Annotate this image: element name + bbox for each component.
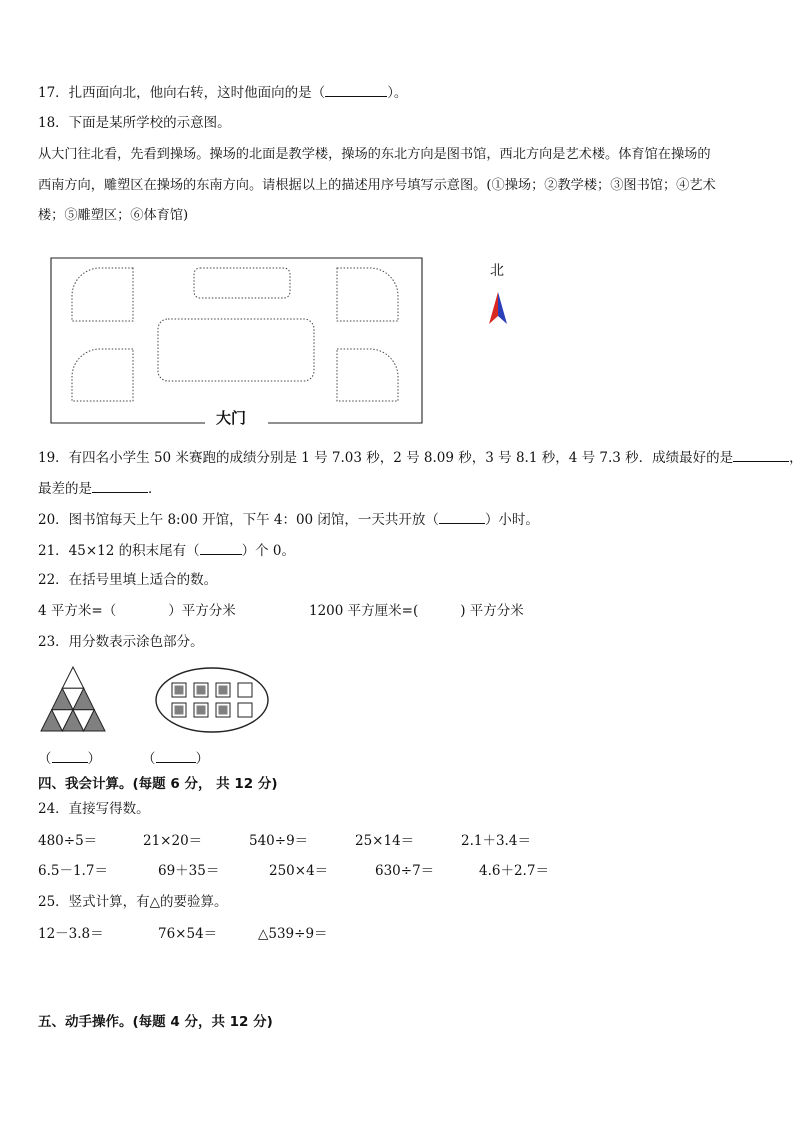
map-slot-top-center [194,268,290,298]
q23-answer-blank-2[interactable] [156,748,196,763]
q18-desc-line1: 从大门往北看，先看到操场。操场的北面是教学楼，操场的东北方向是图书馆，西北方向是艺术楼。体育馆在操场的 [38,147,711,162]
q22-left-text: 4 平方米=（ [38,603,117,619]
q18-desc-line3: 楼；⑤雕塑区；⑥体育馆) [38,208,189,223]
q24-r1-c2: 21×20＝ [143,833,203,849]
q17-text: 17．扎西面向北，他向右转，这时他面向的是（ [38,85,326,101]
q22-left [38,602,236,620]
q23-answer-1 [38,748,101,768]
map-slot-top-right [337,268,398,321]
q23-triangle-figure [40,665,110,735]
q23-ans2-open: （ [142,751,156,767]
q25-item-3: △539÷9＝ [258,926,328,942]
q24-r2-c3: 250×4＝ [269,863,329,879]
map-slot-top-left [72,268,133,321]
q20-suffix: ）小时。 [484,512,539,528]
q19-text2: 最差的是 [38,481,92,497]
q24-r2-c2: 69＋35＝ [158,863,220,879]
q24-r2-c5: 4.6＋2.7＝ [479,863,549,879]
q24-title: 24．直接写得数。 [38,801,150,817]
q19-best-blank[interactable] [733,447,789,462]
q23-answer-blank-1[interactable] [52,748,88,763]
q21-answer-blank[interactable] [200,540,242,555]
square-r2-4 [238,703,252,717]
q23-ellipse-figure [154,666,274,736]
map-slot-bottom-left [72,349,133,401]
map-frame [51,258,422,423]
north-label: 北 [490,263,504,279]
q22-title: 22．在括号里填上适合的数。 [38,572,218,588]
q24-r2-c4: 630÷7＝ [375,863,435,879]
q24-r1-c1: 480÷5＝ [38,833,98,849]
q19-line2 [38,478,162,498]
north-arrow-icon [489,292,507,324]
q20-text: 20．图书馆每天上午 8:00 开馆，下午 4：00 闭馆，一天共开放（ [38,512,439,528]
q24-r1-c4: 25×14＝ [355,833,415,849]
q17-line [38,82,407,102]
gate-label: 大门 [216,409,247,427]
q21-suffix: ）个 0。 [241,543,296,559]
q20-answer-blank[interactable] [439,509,485,524]
q23-ans2-close: ） [195,751,209,767]
q17-answer-blank[interactable] [325,82,387,97]
q20-line [38,509,539,529]
q19-line1 [38,447,803,467]
q19-end2: ． [148,481,162,497]
q18-title: 18．下面是某所学校的示意图。 [38,115,231,131]
q23-answer-2 [142,748,209,768]
q22-right-end: ) 平方分米 [460,603,524,619]
q24-r1-c3: 540÷9＝ [249,833,309,849]
map-slot-bottom-right [337,349,398,401]
q25-item-1: 12－3.8＝ [38,926,104,942]
map-slot-center [158,319,314,381]
q25-title: 25．竖式计算，有△的要验算。 [38,894,228,910]
q18-desc-line2: 西南方向，雕塑区在操场的东南方向。请根据以上的描述用序号填写示意图。(①操场；②教学楼；③图书馆；④艺术 [38,178,716,193]
q21-line [38,540,295,560]
q22-right-text: 1200 平方厘米=( [309,603,419,619]
q19-text1: 19．有四名小学生 50 米赛跑的成绩分别是 1 号 7.03 秒，2 号 8.09 秒，3 号 8.1 秒，4 号 7.3 秒．成绩最好的是 [38,450,734,466]
ellipse-outline [156,668,268,732]
q24-r1-c5: 2.1＋3.4＝ [461,833,531,849]
section5-heading: 五、动手操作。(每题 4 分，共 12 分) [38,1014,273,1030]
q25-item-2: 76×54＝ [158,926,218,942]
section4-heading: 四、我会计算。(每题 6 分， 共 12 分) [38,776,278,792]
q19-end1: ， [789,450,803,466]
q23-ans1-close: ） [87,751,101,767]
q23-ans1-open: （ [38,751,52,767]
q22-left-end: ）平方分米 [168,603,236,619]
q23-title: 23．用分数表示涂色部分。 [38,634,204,650]
q24-r2-c1: 6.5－1.7＝ [38,863,108,879]
q17-suffix: ）。 [387,85,408,101]
q22-right [309,602,524,620]
q21-text: 21．45×12 的积末尾有（ [38,543,200,559]
q19-worst-blank[interactable] [92,478,148,493]
tri-r1-up [62,667,83,688]
square-r1-4 [238,683,252,697]
